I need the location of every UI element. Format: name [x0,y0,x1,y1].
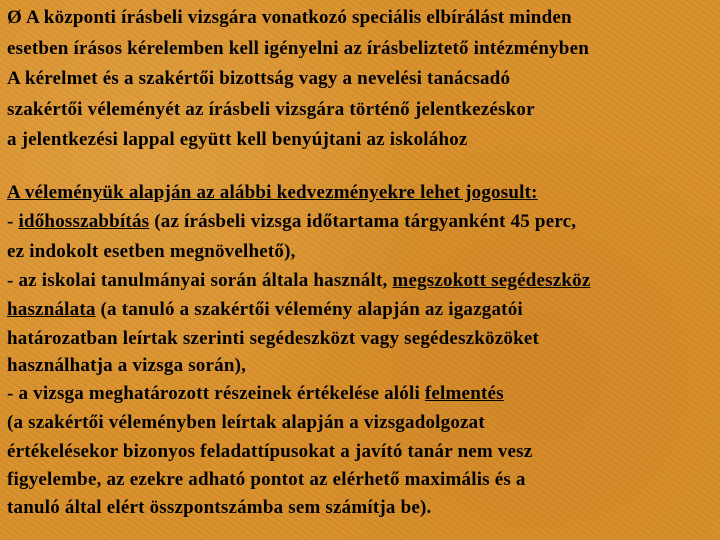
arrow-bullet-icon: Ø [7,7,22,28]
item-7-prefix: - a vizsga meghatározott részeinek értékelése alóli [7,383,425,404]
usage-link[interactable]: használata [7,299,96,320]
intro-line-5: a jelentkezési lappal együtt kell benyújtani az iskolához [7,129,468,150]
item-line-4 [7,296,523,323]
item-line-5: határozatban leírtak szerinti segédeszközt vagy segédeszközöket [7,328,540,349]
exemption-link[interactable]: felmentés [424,383,504,404]
usual-aid-link[interactable]: megszokott segédeszköz [392,270,591,291]
intro-line-2: esetben írásos kérelemben kell igényelni az írásbeliztető intézményben [7,38,589,59]
item-line-1 [7,208,576,235]
item-1-rest: (az írásbeli vizsga időtartama tárgyanként 45 perc, [149,211,577,232]
intro-line-4: szakértői véleményét az írásbeli vizsgára történő jelentkezéskor [7,99,535,120]
item-line-7 [7,380,504,407]
item-4-rest: (a tanuló a szakértői vélemény alapján az igazgatói [95,299,523,320]
item-line-11: tanuló által elért összpontszámba sem számítja be). [7,497,432,518]
item-line-8: (a szakértői véleményben leírtak alapján a vizsgadolgozat [7,412,485,433]
item-1-prefix: - [7,211,19,232]
item-3-prefix: - az iskolai tanulmányai során általa használt, [7,270,393,291]
item-line-3 [7,267,590,294]
intro-line-1 [7,4,572,31]
intro-line-3: A kérelmet és a szakértői bizottság vagy a nevelési tanácsadó [7,68,511,89]
item-line-9: értékelésekor bizonyos feladattípusokat a javító tanár nem vesz [7,441,533,462]
intro-text-1: A központi írásbeli vizsgára vonatkozó speciális elbírálást minden [25,7,572,28]
item-line-2: ez indokolt esetben megnövelhető), [7,241,296,262]
time-extension-link[interactable]: időhosszabbítás [18,211,150,232]
section-heading-link[interactable]: A véleményük alapján az alábbi kedvezményekre lehet jogosult: [7,182,538,203]
item-line-6: használhatja a vizsga során), [7,355,247,376]
item-line-10: figyelembe, az ezekre adható pontot az elérhető maximális és a [7,469,526,490]
